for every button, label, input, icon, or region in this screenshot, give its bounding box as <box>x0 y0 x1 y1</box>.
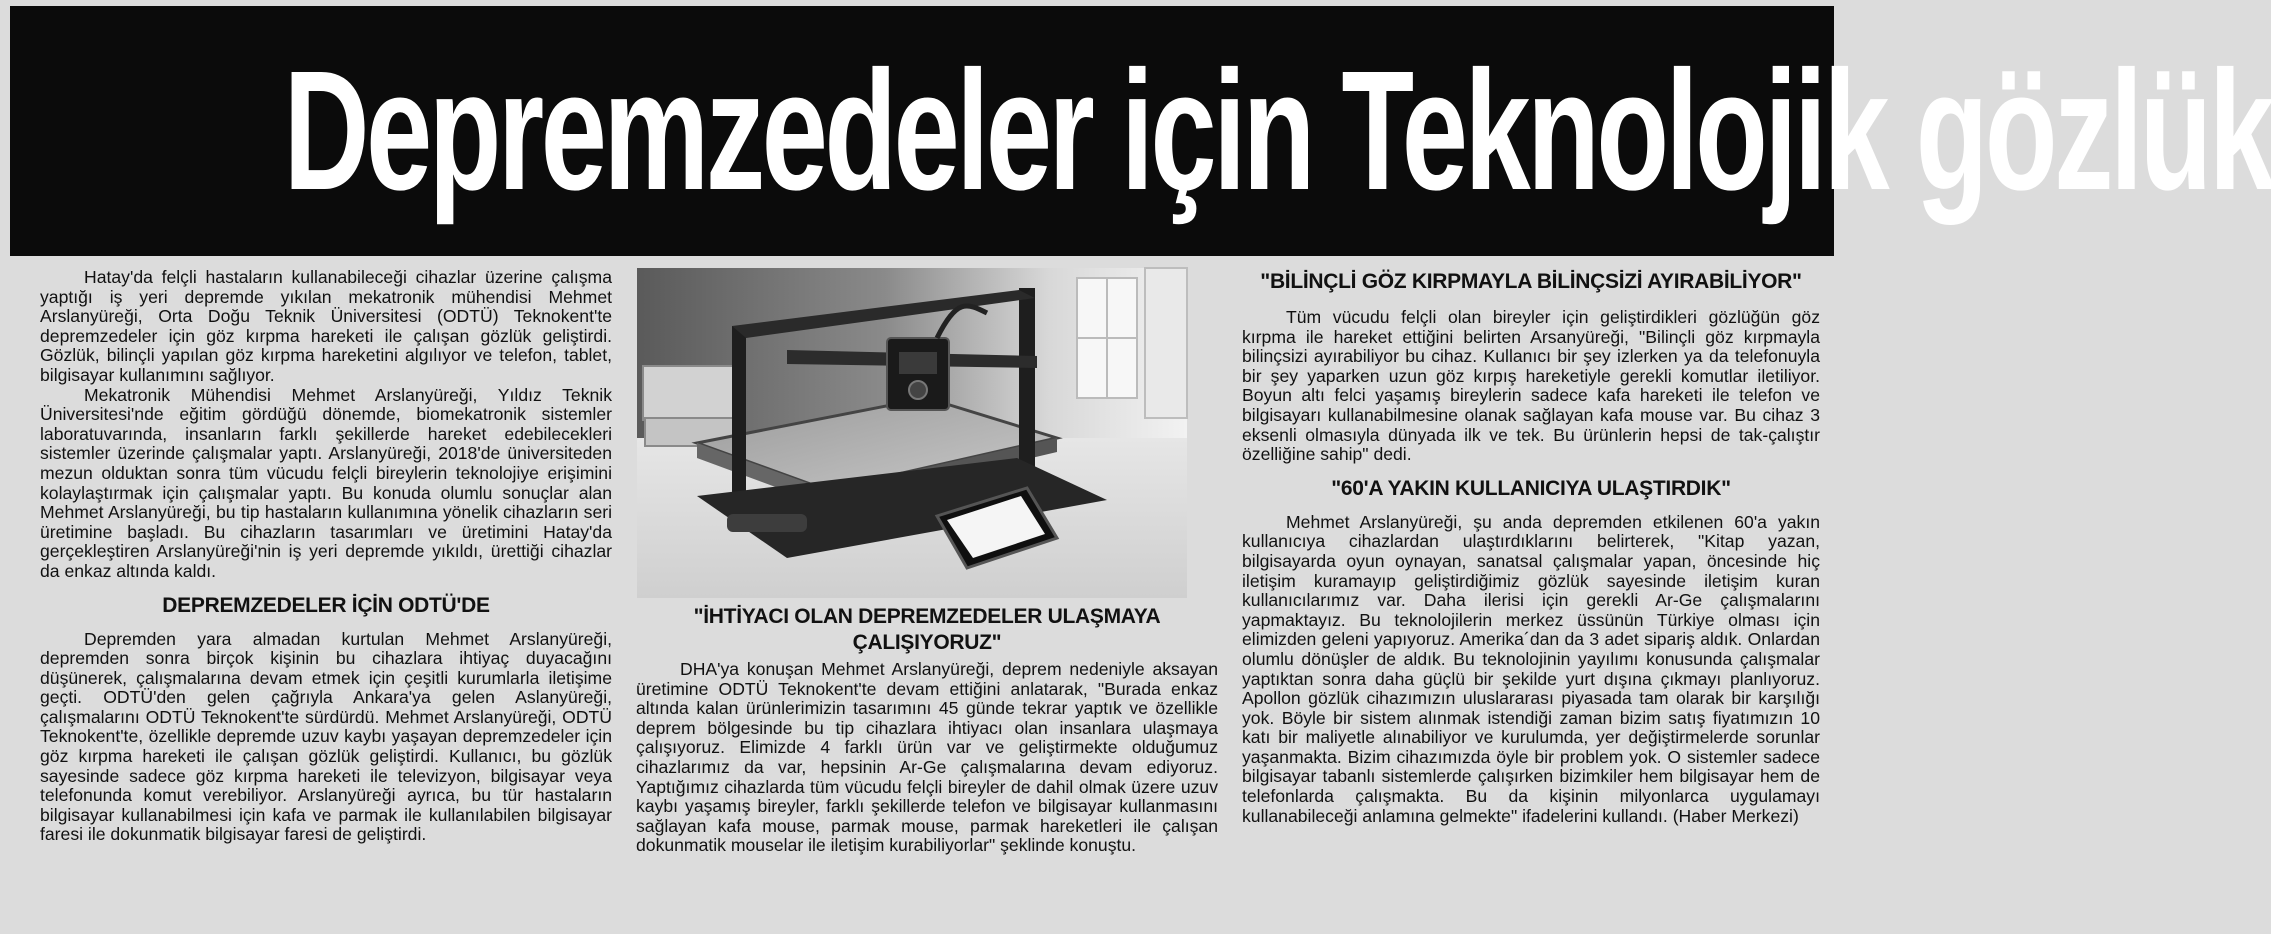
article-paragraph: Mekatronik Mühendisi Mehmet Arslanyüreği, Yıldız Teknik Üniversitesi'nde eğitim gördüğü dönemde, biomekatronik sistemler laboratuvarında, insanların farklı şekillerde hareket edebilecekleri sistemler üzerinde çalışmalar yaptı. Arslanyüreği, 2018'de üniversiteden mezun olduktan sonra tüm vücudu felçli bireylerin teknolojiye erişimini kolaylaştırmak için çalışmalar yaptı. Bu konuda olumlu sonuçlar alan Mehmet Arslanyüreği, bu tip hastaların kullanımına yönelik cihazların seri üretimine başladı. Bu cihazların tasarımları ve üretimini Hatay'da gerçekleştiren Arslanyüreği'nin iş yeri depremde yıkıldı, ürettiği cihazlar da enkaz altında kaldı. <box>40 384 612 581</box>
right-column <box>1242 270 1820 826</box>
left-column <box>40 268 612 845</box>
subhead-ihtiyaci: "İHTİYACI OLAN DEPREMZEDELER ULAŞMAYA ÇALIŞIYORUZ" <box>693 605 1161 654</box>
frame-right <box>1019 288 1035 478</box>
middle-column <box>636 660 1218 856</box>
printer-photo <box>637 268 1187 598</box>
storage-box <box>643 366 739 420</box>
subhead-odtu: DEPREMZEDELER İÇİN ODTÜ'DE <box>162 593 490 617</box>
frame-left <box>732 326 746 496</box>
printer-illustration <box>637 268 1187 598</box>
headline-banner <box>10 6 2271 256</box>
article-paragraph: Depremden yara almadan kurtulan Mehmet Arslanyüreği, depremden sonra birçok kişinin bu cihazlara ihtiyaç duyacağını düşünerek, çalışmalarına devam etmek için çeşitli kurumlarla iletişime geçti. ODTÜ'den gelen çağrıyla Ankara'ya gelen Aslanyüreği, çalışmalarını ODTÜ Teknokent'te sürdürdü. Mehmet Arslanyüreği, ODTÜ Teknokent'te, özellikle depremde uzuv kaybı yaşayan depremzedeler için göz kırpma hareketi ile çalışan gözlük geliştirdi. Kullanıcı, bu gözlük sayesinde sadece göz kırpma hareketi ile televizyon, bilgisayar veya telefonunda komut verebiliyor. Arslanyüreği ayrıca, bu tür hastaların bilgisayar kullanabilmesi için kafa ve parmak ile kullanılabilen bilgisayar faresi ile dokunmatik bilgisayar faresi de geliştirdi. <box>40 628 612 845</box>
article-paragraph: Hatay'da felçli hastaların kullanabileceği cihazlar üzerine çalışma yaptığı iş yeri depremde yıkılan mekatronik mühendisi Mehmet Arslanyüreği, Orta Doğu Teknik Üniversitesi (ODTÜ) Teknokent'te depremzedeler için göz kırpma hareketi ile çalışan gözlük geliştirdi. Gözlük, bilinçli yapılan göz kırpma hareketini algılıyor ve telefon, tablet, bilgisayar kullanımını sağlıyor. <box>40 267 612 385</box>
subhead-bilincli: "BİLİNÇLİ GÖZ KIRPMAYLA BİLİNÇSİZİ AYIRABİLİYOR" <box>1260 270 1802 293</box>
article-paragraph: Mehmet Arslanyüreği, şu anda depremden etkilenen 60'a yakın kullanıcıya cihazlardan ulaştırdıklarını belirterek, "Kitap yazan, bilgisayarda oyun oynayan, sanatsal çalışmalar yapan, öncesinde hiç iletişim kuramayıp geliştirdiğimiz gözlük sayesinde iletişim kuran kullanıcılarımız var. Daha ilerisi için gerekli Ar-Ge çalışmalarını yapmaktayız. Bu teknolojilerin merkez üssünün Türkiye olması için elimizden geleni yapıyoruz. Amerika´dan da 3 adet sipariş aldık. Onlardan olumlu dönüşler de aldık. Bu teknolojinin yayılımı konusunda çalışmalar yaptıktan sonra daha güçlü bir şekilde yurt dışına çıkmayı planlıyoruz. Apollon gözlük cihazımızın uluslararası piyasada tam olarak bir karşılığı yok. Böyle bir sistem alınmak istendiği zaman bizim satış fiyatımızın 10 katı bir maliyetle alınabiliyor ve kurulumda, yer değiştirmelerde sorunlar yaşanmakta. Bizim cihazımızda öyle bir problem yok. O sistemler sadece bilgisayar tabanlı sistemlerde çalışırken bizimkiler hem bilgisayar hem de telefonlarda çalışmakta. Bu da kişinin milyonlarca uygulamayı kullanabileceği anlamına gelmekte" ifadelerini kullandı. (Haber Merkezi) <box>1242 511 1820 826</box>
article-paragraph: DHA'ya konuşan Mehmet Arslanyüreği, deprem nedeniyle aksayan üretimine ODTÜ Teknokent'te devam ettiğini anlatarak, "Burada enkaz altında kalan ürünlerimizin tasarımını 45 günde tekrar yaptık ve özellikle deprem bölgesinde bu tip cihazlara ihtiyacı olan insanlara ulaşmaya çalışıyoruz. Elimizde 4 farklı ürün var ve geliştirmekte olduğumuz cihazlarımız da var, hepsinin Ar-Ge çalışmalarına devam ediyoruz. Yaptığımız cihazlarda tüm vücudu felçli bireyler de dahil olmak üzere uzuv kaybı yaşamış bireyler, farklı şekillerde telefon ve bilgisayar kullanmasını sağlayan kafa mouse, parmak mouse, parmak hareketleri ile çalışan dokunmatik mouselar ile iletişim kurabiliyorlar" şeklinde konuştu. <box>636 659 1218 856</box>
subhead-60a-yakin: "60'A YAKIN KULLANICIYA ULAŞTIRDIK" <box>1331 476 1731 500</box>
article-paragraph: Tüm vücudu felçli olan bireyler için geliştirdikleri gözlüğün göz kırpma ile hareket ettiğini belirten Arsanyüreği, "Bilinçli göz kırpmayla bilinçsizi ayırabiliyor bu cihaz. Kullanıcı bir şey izlerken ya da telefonuyla bir şey yaparken uzun göz kırpış hareketiyle gerekli komutlar iletiliyor. Boyun altı felci yaşamış bireylerin sadece kafa hareketi ile telefon ve bilgisayarı kullanabilmesine olanak sağlayan kafa mouse var. Bu cihaz 3 eksenli olmasıyla dünyada ilk ve tek. Bu ürünlerin hepsi de tak-çalıştır özelliğine sahip" dedi. <box>1242 307 1820 465</box>
headline: Depremzedeler için Teknolojik gözlük <box>283 36 2271 226</box>
